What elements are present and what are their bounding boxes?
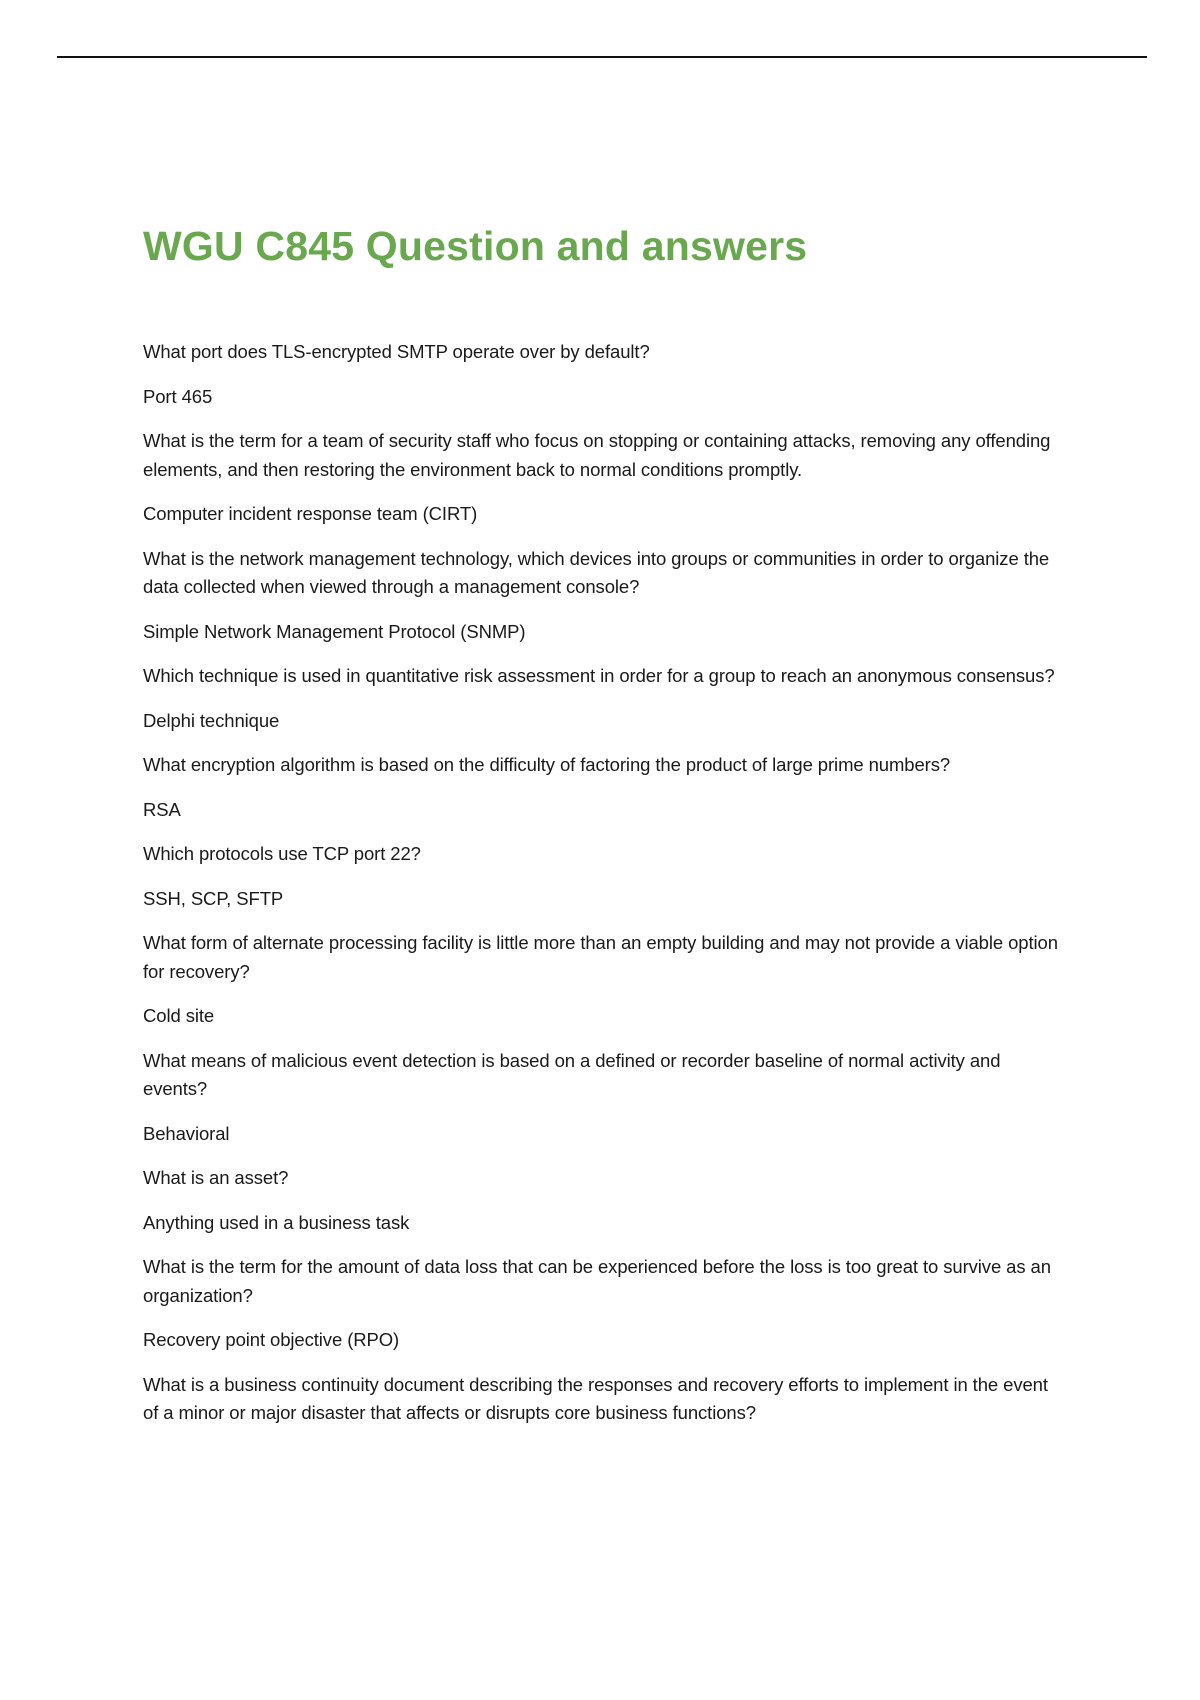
answer-text: RSA — [143, 798, 181, 820]
document-title: WGU C845 Question and answers — [143, 223, 808, 269]
question-text: What is the term for the amount of data loss that can be experienced before the loss is too great to survive as an organization? — [143, 1256, 1051, 1306]
qa-item — [143, 1371, 1058, 1428]
question-text: What form of alternate processing facility is little more than an empty building and may not provide a viable option for recovery? — [143, 932, 1058, 982]
question-text: What is an asset? — [143, 1167, 289, 1188]
answer-text: Recovery point objective (RPO) — [143, 1329, 400, 1350]
qa-item — [143, 427, 1058, 529]
qa-item — [143, 929, 1058, 1031]
qa-item — [143, 840, 1058, 913]
qa-list — [143, 338, 1058, 1444]
question-text: What is the term for a team of security staff who focus on stopping or containing attacks, removing any offending elements, and then restoring the environment back to normal conditions promptly. — [143, 430, 1051, 480]
qa-item — [143, 1047, 1058, 1149]
question-text: Which technique is used in quantitative risk assessment in order for a group to reach an anonymous consensus? — [143, 665, 1055, 686]
question-text: What port does TLS-encrypted SMTP operate over by default? — [143, 341, 650, 362]
answer-text: SSH, SCP, SFTP — [143, 887, 284, 909]
answer-text: Port 465 — [143, 385, 213, 407]
qa-item — [143, 1253, 1058, 1355]
question-text: What is a business continuity document describing the responses and recovery efforts to implement in the event of a minor or major disaster that affects or disrupts core business functions? — [143, 1373, 1048, 1423]
answer-text: Computer incident response team (CIRT) — [143, 503, 478, 524]
answer-text: Delphi technique — [143, 709, 280, 731]
qa-item — [143, 751, 1058, 824]
question-text: What encryption algorithm is based on the difficulty of factoring the product of large prime numbers? — [143, 754, 951, 775]
answer-text: Cold site — [143, 1005, 215, 1026]
question-text: What means of malicious event detection is based on a defined or recorder baseline of normal activity and events? — [143, 1049, 1001, 1099]
qa-item — [143, 662, 1058, 735]
question-text: Which protocols use TCP port 22? — [143, 843, 421, 864]
qa-item — [143, 1164, 1058, 1237]
question-text: What is the network management technology, which devices into groups or communities in order to organize the data collected when viewed through a management console? — [143, 547, 1050, 597]
qa-item — [143, 545, 1058, 647]
answer-text: Anything used in a business task — [143, 1211, 410, 1233]
qa-item — [143, 338, 1058, 411]
header-rule — [57, 56, 1147, 58]
answer-text: Behavioral — [143, 1122, 230, 1144]
answer-text: Simple Network Management Protocol (SNMP) — [143, 620, 526, 642]
